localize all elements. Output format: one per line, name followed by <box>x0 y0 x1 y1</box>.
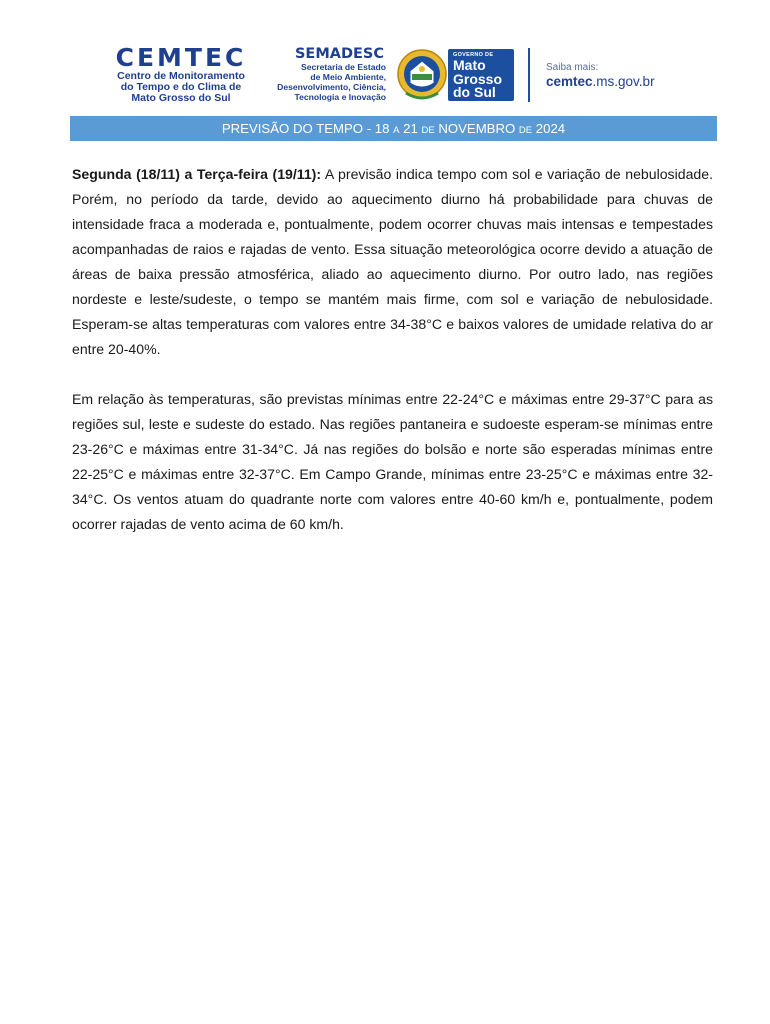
semadesc-subtitle-line-3: Desenvolvimento, Ciência, <box>277 82 386 92</box>
semadesc-subtitle-line-4: Tecnologia e Inovação <box>294 92 386 102</box>
header-logos <box>0 0 770 110</box>
state-coat-of-arms-icon <box>396 47 448 105</box>
cemtec-subtitle-line-3: Mato Grosso do Sul <box>131 92 231 104</box>
title-part-1: PREVISÃO DO TEMPO - 18 <box>221 121 394 136</box>
forecast-paragraph-1 <box>72 162 713 362</box>
website-link[interactable] <box>546 74 655 90</box>
title-part-2: 21 <box>399 121 422 136</box>
semadesc-title: SEMADESC <box>294 46 384 62</box>
cemtec-logo <box>110 44 252 104</box>
forecast-paragraph-2: Em relação às temperaturas, são previstas mínimas entre 22-24°C e máximas entre 29-37°C para as regiões sul, leste e sudeste do estado. Nas regiões pantaneira e sudoeste esperam-se mínimas entre 23-26°C e máximas entre 31-34°C. Já nas regiões do bolsão e norte são esperadas mínimas entre 22-25°C e máximas entre 32-37°C. Em Campo Grande, mínimas entre 23-25°C e máximas entre 32-34°C. Os ventos atuam do quadrante norte com valores entre 40-60 km/h e, pontualmente, podem ocorrer rajadas de vento acima de 60 km/h. <box>72 391 713 532</box>
semadesc-logo <box>272 46 386 102</box>
governo-state-line-2: Grosso <box>453 70 503 87</box>
website-link-rest: .ms.gov.br <box>592 74 655 89</box>
title-small-2: DE <box>421 125 435 136</box>
forecast-paragraph-1-body: A previsão indica tempo com sol e variação de nebulosidade. Porém, no período da tarde, devido ao aquecimento diurno há probabilidade para chuvas de intensidade fraca a moderada e, pontualmente, podem ocorrer chuvas mais intensas e tempestades acompanhadas de raios e rajadas de vento. Essa situação meteorológica ocorre devido a atuação de áreas de baixa pressão atmosférica, aliado ao aquecimento diurno. Por outro lado, nas regiões nordeste e leste/sudeste, o tempo se mantém mais firme, com sol e variação de nebulosidade. Esperam-se altas temperaturas com valores entre 34-38°C e baixos valores de umidade relativa do ar entre 20-40%. <box>72 166 713 357</box>
forecast-content <box>72 162 713 562</box>
semadesc-subtitle-line-1: Secretaria de Estado <box>300 62 386 72</box>
title-part-3: NOVEMBRO <box>434 121 519 136</box>
title-small-1: A <box>393 125 400 136</box>
governo-state-line-3: do Sul <box>453 84 496 100</box>
governo-ms-logo <box>448 49 514 101</box>
saiba-mais-label: Saiba mais: <box>546 62 599 73</box>
cemtec-subtitle-line-2: do Tempo e do Clima de <box>120 81 242 93</box>
saiba-mais <box>546 62 655 90</box>
cemtec-title: CEMTEC <box>115 43 247 72</box>
cemtec-subtitle-line-1: Centro de Monitoramento <box>117 70 245 82</box>
title-part-4: 2024 <box>532 121 566 136</box>
header-divider <box>528 48 530 102</box>
semadesc-subtitle-line-2: de Meio Ambiente, <box>310 72 386 82</box>
governo-label: GOVERNO DE <box>453 52 494 58</box>
website-link-bold: cemtec <box>546 74 593 89</box>
forecast-period-label: Segunda (18/11) a Terça-feira (19/11): <box>72 166 322 182</box>
title-small-3: DE <box>518 125 533 136</box>
governo-state-line-1: Mato <box>453 57 486 73</box>
forecast-title-bar <box>70 116 717 141</box>
